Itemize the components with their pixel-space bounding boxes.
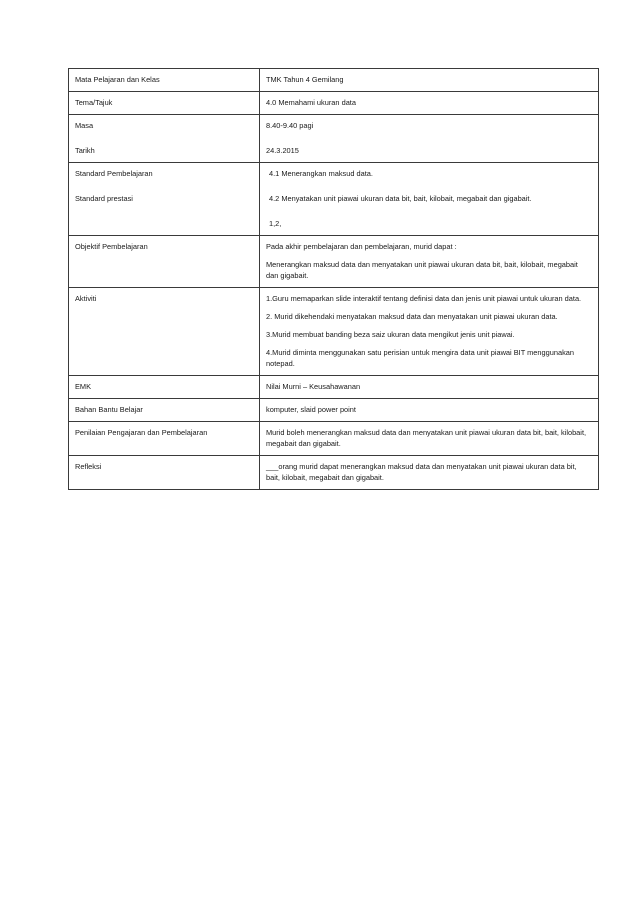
table-row-objective <box>69 236 599 288</box>
table-row-materials <box>69 399 599 422</box>
row-label: Objektif Pembelajaran <box>75 242 148 251</box>
row-label: Penilaian Pengajaran dan Pembelajaran <box>75 428 208 437</box>
row-value: TMK Tahun 4 Gemilang <box>266 75 344 84</box>
row-label: Masa <box>75 121 94 130</box>
row-label: Standard Pembelajaran <box>75 169 153 178</box>
row-label-cell <box>69 163 260 236</box>
table-row-reflection <box>69 456 599 490</box>
row-label-cell <box>69 92 260 115</box>
row-label: Standard prestasi <box>75 194 133 203</box>
table-row-time-date <box>69 115 599 163</box>
row-value-cell <box>260 69 599 92</box>
row-label: Tarikh <box>75 146 95 155</box>
row-label-cell <box>69 376 260 399</box>
row-label: Bahan Bantu Belajar <box>75 405 143 414</box>
row-label: Refleksi <box>75 462 102 471</box>
row-value: 1,2, <box>269 219 282 228</box>
row-label-cell <box>69 288 260 376</box>
row-value-cell <box>260 288 599 376</box>
row-value: 4.1 Menerangkan maksud data. <box>269 169 373 178</box>
row-value-cell <box>260 456 599 490</box>
row-label: Tema/Tajuk <box>75 98 113 107</box>
row-value-cell <box>260 92 599 115</box>
row-value-cell <box>260 115 599 163</box>
row-label: Mata Pelajaran dan Kelas <box>75 75 160 84</box>
table-row-activities <box>69 288 599 376</box>
row-value: ___orang murid dapat menerangkan maksud data dan menyatakan unit piawai ukuran data bit, bait, kilobait, megabait dan gigabait. <box>266 462 577 482</box>
row-value: Murid boleh menerangkan maksud data dan menyatakan unit piawai ukuran data bit, bait, kilobait, megabait dan gigabait. <box>266 428 587 448</box>
row-label: EMK <box>75 382 92 391</box>
row-value: 3.Murid membuat banding beza saiz ukuran data mengikut jenis unit piawai. <box>266 330 515 339</box>
row-label-cell <box>69 456 260 490</box>
row-value: 8.40-9.40 pagi <box>266 121 314 130</box>
row-value: Pada akhir pembelajaran dan pembelajaran, murid dapat : <box>266 242 457 251</box>
row-label-cell <box>69 115 260 163</box>
table-row-emk <box>69 376 599 399</box>
row-value-cell <box>260 236 599 288</box>
row-value: 4.0 Memahami ukuran data <box>266 98 356 107</box>
row-value: 4.2 Menyatakan unit piawai ukuran data bit, bait, kilobait, megabait dan gigabait. <box>269 194 532 203</box>
row-value-cell <box>260 163 599 236</box>
lesson-plan-table <box>68 68 599 490</box>
row-value: komputer, slaid power point <box>266 405 356 414</box>
row-label: Aktiviti <box>75 294 97 303</box>
row-label-cell <box>69 399 260 422</box>
table-row-assessment <box>69 422 599 456</box>
row-value-cell <box>260 399 599 422</box>
row-label-cell <box>69 69 260 92</box>
table-row-subject <box>69 69 599 92</box>
table-row-topic <box>69 92 599 115</box>
row-value: 24.3.2015 <box>266 146 299 155</box>
row-value: 4.Murid diminta menggunakan satu perisian untuk mengira data unit piawai BIT menggunakan notepad. <box>266 348 574 368</box>
row-value: 2. Murid dikehendaki menyatakan maksud data dan menyatakan unit piawai ukuran data. <box>266 312 558 321</box>
row-label-cell <box>69 422 260 456</box>
row-value: 1.Guru memaparkan slide interaktif tentang definisi data dan jenis unit piawai untuk ukuran data. <box>266 294 582 303</box>
row-value-cell <box>260 376 599 399</box>
row-value: Menerangkan maksud data dan menyatakan unit piawai ukuran data bit, bait, kilobait, megabait dan gigabait. <box>266 260 578 280</box>
row-value-cell <box>260 422 599 456</box>
row-value: Nilai Murni – Keusahawanan <box>266 382 361 391</box>
table-row-standards <box>69 163 599 236</box>
row-label-cell <box>69 236 260 288</box>
